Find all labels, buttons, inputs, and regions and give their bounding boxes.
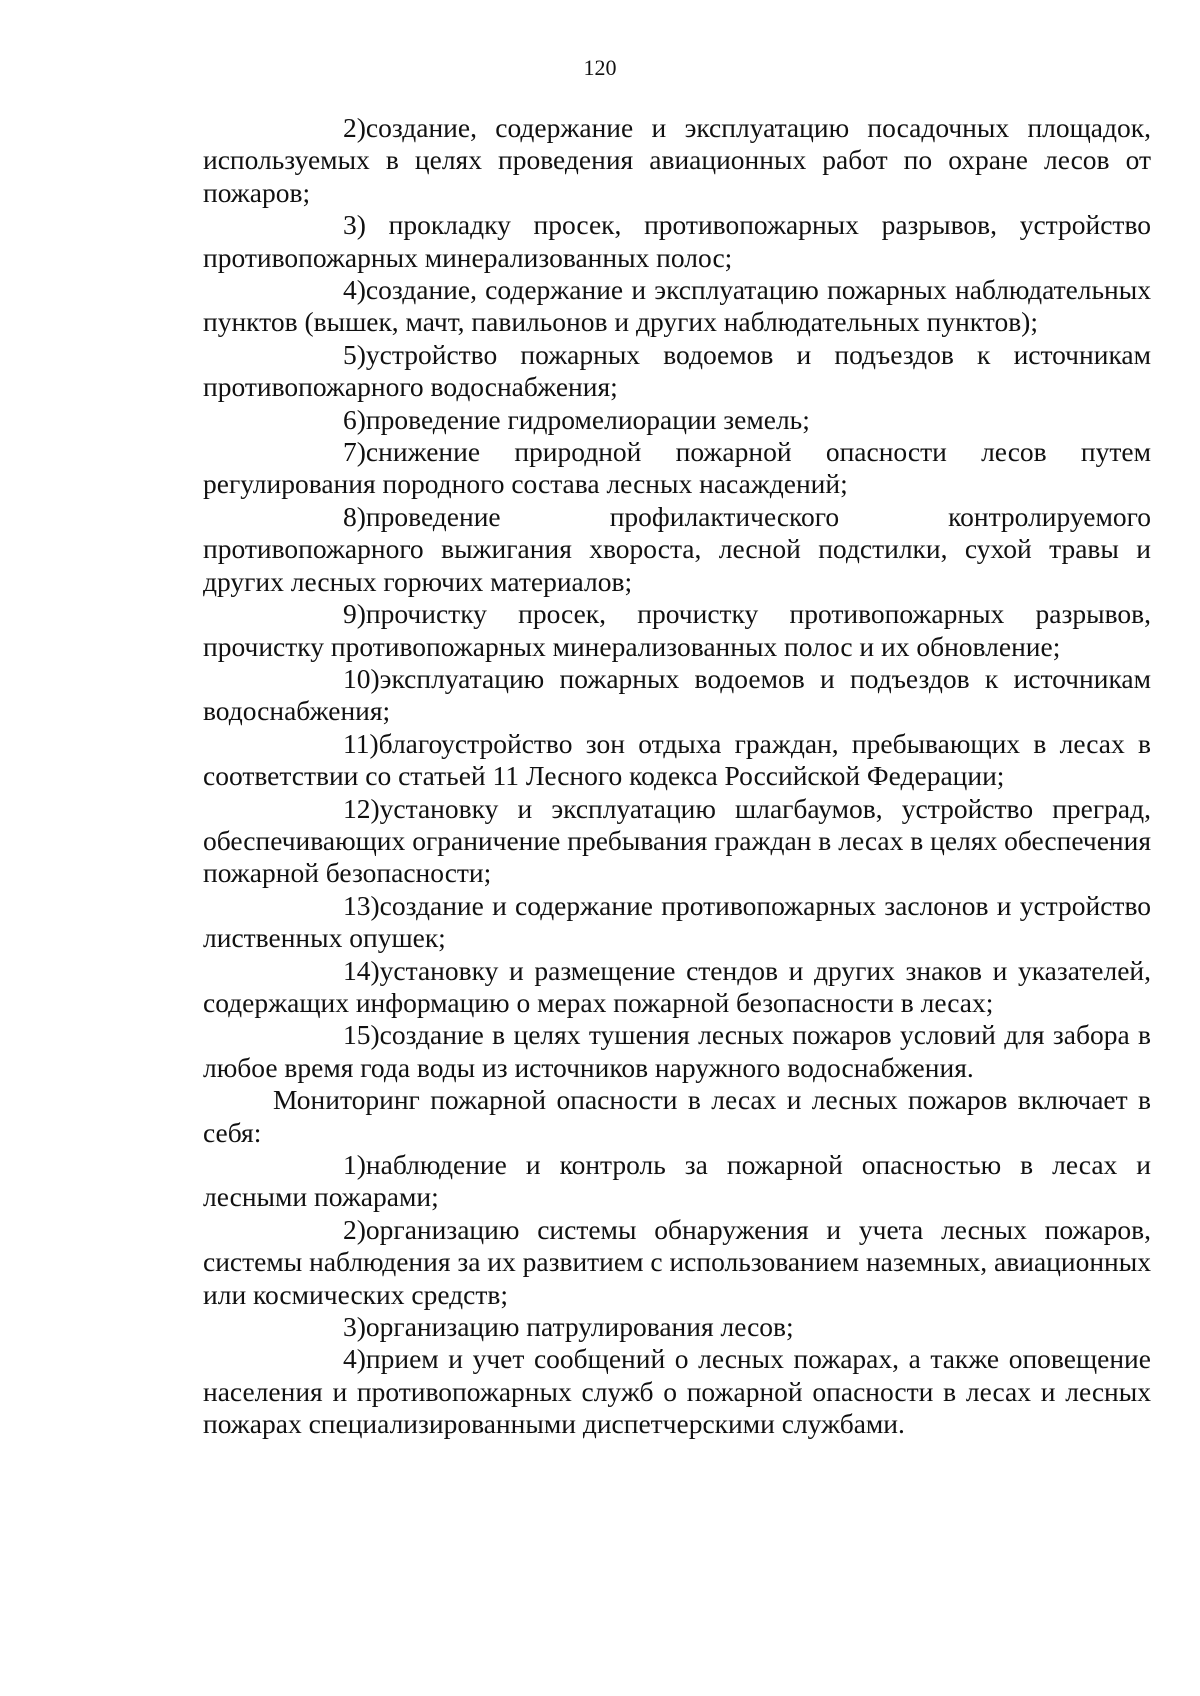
item-number: 12) bbox=[343, 792, 380, 824]
document-body bbox=[203, 112, 1151, 1441]
list-item-9-clearing-cleanup bbox=[203, 598, 1151, 663]
item-number: 14) bbox=[343, 954, 380, 986]
monitoring-item-1-observation bbox=[203, 1149, 1151, 1214]
monitoring-item-4-reporting bbox=[203, 1343, 1151, 1440]
item-number: 2) bbox=[343, 1213, 366, 1245]
list-item-14-signage bbox=[203, 955, 1151, 1020]
item-number: 6) bbox=[343, 403, 366, 435]
list-item-6-hydromelioration bbox=[203, 404, 1151, 436]
item-number: 3) bbox=[343, 209, 366, 241]
monitoring-intro-paragraph bbox=[203, 1084, 1151, 1149]
paragraph-text: Мониторинг пожарной опасности в лесах и лесных пожаров включает в себя: bbox=[203, 1084, 1151, 1148]
list-item-2-landing-sites bbox=[203, 112, 1151, 209]
item-text: создание, содержание и эксплуатацию пожарных наблюдательных пунктов (вышек, мачт, павильонов и других наблюдательных пунктов); bbox=[203, 274, 1151, 338]
list-item-5-fire-reservoirs bbox=[203, 339, 1151, 404]
list-item-10-reservoir-operation bbox=[203, 663, 1151, 728]
item-number: 1) bbox=[343, 1149, 366, 1180]
list-item-4-observation-points bbox=[203, 274, 1151, 339]
item-text: создание в целях тушения лесных пожаров условий для забора в любое время года воды из источников наружного водоснабжения. bbox=[203, 1019, 1151, 1083]
list-item-8-controlled-burning bbox=[203, 501, 1151, 598]
list-item-3-clearings bbox=[203, 209, 1151, 274]
item-text: установку и размещение стендов и других знаков и указателей, содержащих информацию о мерах пожарной безопасности в лесах; bbox=[203, 954, 1151, 1018]
item-text: проведение гидромелиорации земель; bbox=[365, 403, 810, 435]
item-number: 2) bbox=[343, 112, 366, 143]
list-item-7-fire-danger-reduction bbox=[203, 436, 1151, 501]
item-number: 11) bbox=[343, 727, 379, 759]
item-number: 3) bbox=[343, 1311, 366, 1343]
item-text: эксплуатацию пожарных водоемов и подъездов к источникам водоснабжения; bbox=[203, 662, 1151, 727]
item-text: устройство пожарных водоемов и подъездов к источникам противопожарного водоснабжения; bbox=[203, 338, 1151, 403]
list-item-13-firebreaks bbox=[203, 890, 1151, 955]
list-item-11-recreation-zones bbox=[203, 728, 1151, 793]
item-number: 5) bbox=[343, 338, 366, 370]
item-number: 10) bbox=[343, 662, 380, 694]
item-text: проведение профилактического контролируемого противопожарного выжигания хвороста, лесной подстилки, сухой травы и других лесных горючих материалов; bbox=[203, 500, 1151, 597]
item-text: прием и учет сообщений о лесных пожарах, а также оповещение населения и противопожарных служб о пожарной опасности в лесах и лесных пожарах специализированными диспетчерскими службами. bbox=[203, 1343, 1151, 1440]
item-text: благоустройство зон отдыха граждан, пребывающих в лесах в соответствии со статьей 11 Лесного кодекса Российской Федерации; bbox=[203, 727, 1151, 792]
item-number: 13) bbox=[343, 889, 380, 921]
item-text: организацию системы обнаружения и учета лесных пожаров, системы наблюдения за их развитием с использованием наземных, авиационных или космических средств; bbox=[203, 1213, 1151, 1310]
item-text: установку и эксплуатацию шлагбаумов, устройство преград, обеспечивающих ограничение пребывания граждан в лесах в целях обеспечения пожарной безопасности; bbox=[203, 792, 1151, 889]
list-item-12-barriers bbox=[203, 793, 1151, 890]
item-number: 8) bbox=[343, 500, 366, 532]
item-text: снижение природной пожарной опасности лесов путем регулирования породного состава лесных насаждений; bbox=[203, 436, 1151, 500]
item-text: создание и содержание противопожарных заслонов и устройство лиственных опушек; bbox=[203, 889, 1151, 954]
list-item-15-water-supply bbox=[203, 1019, 1151, 1084]
page-number: 120 bbox=[583, 55, 617, 80]
item-number: 15) bbox=[343, 1019, 380, 1051]
item-number: 4) bbox=[343, 274, 366, 306]
item-number: 4) bbox=[343, 1343, 366, 1375]
item-number: 7) bbox=[343, 436, 366, 468]
item-text: прочистку просек, прочистку противопожарных разрывов, прочистку противопожарных минерализованных полос и их обновление; bbox=[203, 598, 1151, 662]
item-text: организацию патрулирования лесов; bbox=[365, 1311, 794, 1343]
item-text: создание, содержание и эксплуатацию посадочных площадок, используемых в целях проведения авиационных работ по охране лесов от пожаров; bbox=[203, 112, 1151, 208]
item-text: наблюдение и контроль за пожарной опасностью в лесах и лесными пожарами; bbox=[203, 1149, 1151, 1213]
monitoring-item-3-patrol bbox=[203, 1311, 1151, 1343]
monitoring-item-2-detection-system bbox=[203, 1214, 1151, 1311]
item-number: 9) bbox=[343, 598, 366, 630]
item-text: прокладку просек, противопожарных разрывов, устройство противопожарных минерализованных полос; bbox=[203, 209, 1151, 273]
